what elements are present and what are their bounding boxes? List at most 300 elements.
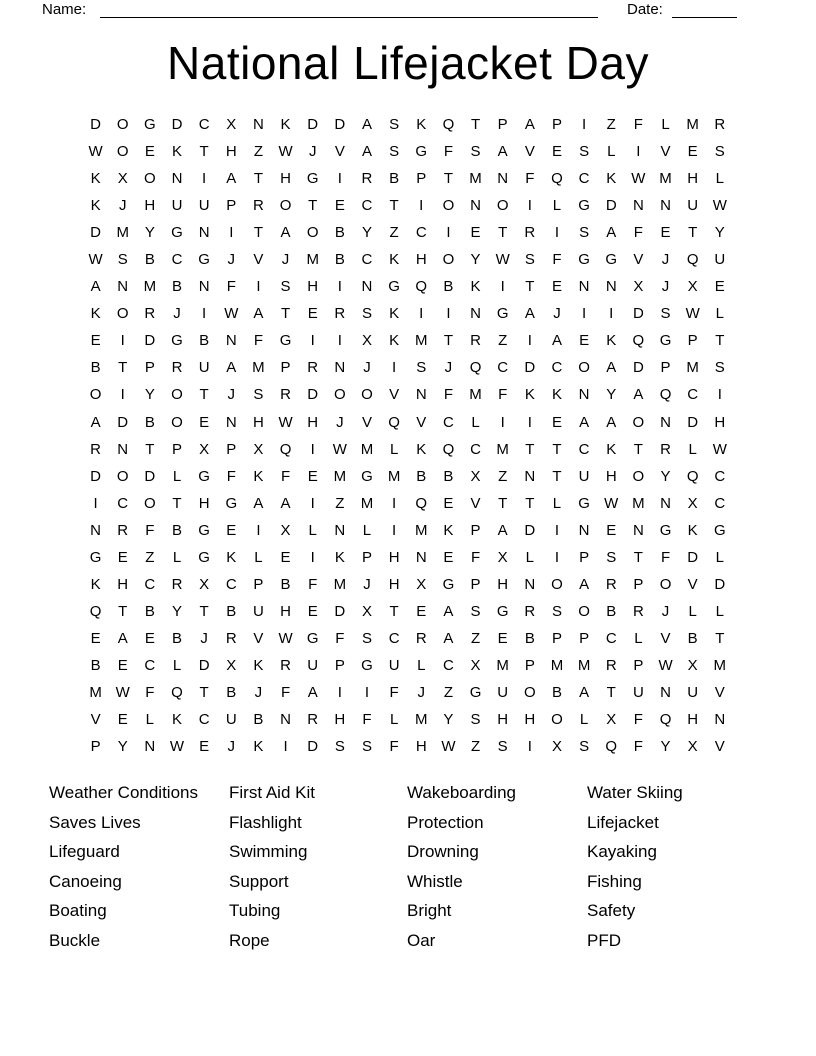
grid-letter: H: [307, 278, 319, 296]
grid-letter: U: [225, 711, 237, 729]
grid-letter: I: [337, 170, 342, 188]
grid-letter: K: [171, 143, 182, 161]
grid-letter: I: [636, 143, 641, 161]
grid-letter: H: [144, 197, 156, 215]
grid-letter: V: [524, 143, 535, 161]
grid-letter: M: [686, 359, 699, 377]
grid-letter: K: [389, 251, 400, 269]
grid-letter: W: [169, 738, 185, 756]
grid-letter: I: [364, 684, 370, 701]
word-list-item: Buckle: [49, 930, 101, 950]
grid-letter: I: [609, 305, 614, 323]
grid-letter: F: [443, 143, 453, 161]
grid-letter: C: [714, 467, 726, 485]
grid-letter: K: [253, 738, 264, 756]
grid-letter: P: [253, 575, 264, 593]
grid-letter: Q: [659, 386, 672, 404]
grid-letter: K: [416, 116, 427, 134]
grid-letter: N: [660, 413, 671, 431]
grid-letter: L: [417, 656, 426, 674]
grid-letter: X: [199, 575, 210, 593]
grid-letter: O: [496, 197, 509, 215]
date-blank-line: [672, 17, 737, 18]
word-list-item: Drowning: [407, 842, 479, 862]
grid-letter: E: [551, 143, 562, 161]
grid-letter: S: [253, 386, 264, 404]
grid-letter: K: [253, 656, 264, 674]
grid-letter: G: [198, 251, 210, 269]
grid-letter: J: [444, 359, 453, 377]
grid-letter: C: [198, 116, 210, 134]
grid-letter: X: [470, 656, 481, 674]
grid-letter: A: [497, 521, 508, 539]
grid-letter: I: [256, 521, 261, 539]
grid-letter: R: [361, 170, 373, 188]
grid-letter: I: [392, 359, 397, 377]
grid-letter: T: [498, 494, 508, 512]
grid-letter: R: [714, 116, 726, 134]
grid-letter: W: [88, 143, 103, 161]
grid-letter: M: [252, 359, 265, 377]
grid-letter: G: [198, 467, 210, 485]
grid-letter: I: [120, 386, 125, 404]
grid-letter: W: [685, 305, 700, 323]
grid-letter: T: [606, 684, 616, 701]
grid-letter: P: [171, 440, 182, 458]
grid-letter: Z: [389, 224, 399, 242]
grid-letter: L: [661, 116, 670, 134]
page-title: National Lifejacket Day: [167, 37, 649, 89]
grid-letter: B: [199, 332, 210, 350]
grid-letter: O: [523, 684, 536, 701]
grid-letter: C: [497, 359, 509, 377]
grid-letter: E: [117, 548, 128, 566]
grid-letter: L: [172, 656, 182, 674]
grid-letter: A: [117, 629, 128, 647]
grid-letter: A: [226, 359, 237, 377]
grid-letter: I: [120, 332, 125, 350]
grid-letter: K: [280, 116, 291, 134]
grid-letter: H: [225, 143, 237, 161]
grid-letter: L: [552, 494, 562, 512]
grid-letter: B: [334, 251, 345, 269]
grid-letter: K: [606, 440, 617, 458]
grid-letter: C: [198, 711, 210, 729]
grid-letter: X: [226, 656, 237, 674]
grid-letter: F: [389, 738, 399, 756]
grid-letter: H: [117, 575, 129, 593]
grid-letter: S: [280, 278, 291, 296]
grid-letter: L: [715, 305, 724, 323]
grid-letter: N: [578, 386, 590, 404]
word-list: [49, 778, 683, 956]
grid-letter: C: [687, 386, 699, 404]
grid-letter: B: [389, 170, 400, 188]
grid-letter: K: [606, 170, 617, 188]
grid-letter: O: [632, 467, 645, 485]
grid-letter: A: [606, 224, 617, 242]
grid-letter: O: [361, 386, 373, 404]
grid-letter: E: [443, 494, 454, 512]
grid-letter: V: [334, 143, 345, 161]
grid-letter: I: [582, 305, 587, 323]
grid-letter: T: [525, 440, 535, 458]
grid-letter: P: [524, 656, 535, 674]
grid-letter: D: [307, 738, 319, 756]
grid-letter: W: [658, 656, 673, 674]
grid-letter: D: [687, 548, 699, 566]
grid-letter: X: [470, 467, 481, 485]
grid-letter: R: [280, 386, 291, 404]
grid-letter: T: [715, 629, 725, 647]
grid-letter: E: [714, 278, 725, 296]
grid-letter: I: [527, 197, 532, 215]
grid-letter: N: [280, 711, 291, 729]
grid-letter: N: [660, 684, 671, 701]
grid-letter: W: [278, 143, 293, 161]
grid-letter: F: [145, 521, 155, 539]
grid-letter: Z: [470, 629, 481, 647]
grid-letter: E: [470, 224, 481, 242]
grid-letter: Z: [606, 116, 616, 134]
grid-letter: I: [527, 413, 532, 431]
grid-letter: R: [415, 629, 427, 647]
grid-letter: E: [334, 197, 345, 215]
grid-letter: K: [416, 440, 427, 458]
grid-letter: P: [470, 521, 481, 539]
grid-letter: E: [307, 305, 318, 323]
grid-letter: N: [660, 197, 671, 215]
grid-letter: G: [659, 521, 672, 539]
grid-letter: Z: [498, 332, 508, 350]
word-list-item: Bright: [407, 901, 452, 921]
grid-letter: H: [307, 413, 319, 431]
grid-letter: U: [307, 656, 319, 674]
grid-letter: G: [469, 684, 482, 701]
grid-letter: F: [498, 386, 508, 404]
grid-letter: Y: [606, 386, 617, 404]
grid-letter: S: [470, 711, 481, 729]
grid-letter: D: [334, 602, 346, 620]
grid-letter: N: [524, 467, 536, 485]
grid-letter: A: [280, 224, 291, 242]
grid-letter: G: [361, 656, 373, 674]
grid-letter: R: [632, 602, 644, 620]
grid-letter: D: [714, 575, 726, 593]
grid-letter: F: [280, 684, 291, 701]
grid-letter: G: [144, 116, 156, 134]
grid-letter: M: [469, 170, 482, 188]
grid-letter: C: [578, 440, 590, 458]
grid-letter: I: [554, 224, 560, 242]
grid-letter: Q: [89, 602, 102, 620]
grid-letter: N: [144, 738, 156, 756]
grid-letter: V: [660, 143, 671, 161]
grid-letter: C: [442, 413, 454, 431]
grid-letter: A: [579, 575, 590, 593]
grid-letter: B: [226, 602, 237, 620]
grid-letter: G: [198, 548, 210, 566]
word-list-item: Protection: [407, 812, 484, 832]
grid-letter: S: [361, 305, 372, 323]
grid-letter: M: [632, 494, 645, 512]
grid-letter: I: [554, 548, 560, 566]
grid-letter: D: [524, 359, 536, 377]
grid-letter: L: [254, 548, 263, 566]
grid-letter: J: [281, 251, 290, 269]
grid-letter: B: [171, 629, 182, 647]
grid-letter: S: [389, 143, 400, 161]
grid-letter: I: [283, 738, 288, 756]
grid-letter: I: [527, 332, 532, 350]
grid-letter: S: [579, 224, 590, 242]
grid-letter: U: [388, 656, 400, 674]
grid-letter: D: [334, 116, 346, 134]
grid-letter: J: [417, 684, 425, 701]
grid-letter: D: [90, 116, 101, 134]
grid-letter: P: [551, 629, 562, 647]
grid-letter: T: [199, 143, 209, 161]
grid-letter: G: [198, 521, 210, 539]
grid-letter: X: [633, 278, 644, 296]
grid-letter: G: [171, 224, 183, 242]
grid-letter: D: [307, 386, 319, 404]
word-list-column: [229, 778, 407, 956]
grid-letter: N: [632, 521, 644, 539]
grid-letter: O: [551, 711, 563, 729]
grid-letter: X: [551, 738, 562, 756]
grid-letter: U: [714, 251, 726, 269]
grid-letter: I: [554, 521, 560, 539]
grid-letter: T: [145, 440, 155, 458]
grid-letter: F: [253, 332, 263, 350]
grid-letter: P: [579, 629, 590, 647]
grid-letter: T: [199, 386, 209, 404]
grid-letter: I: [392, 521, 397, 539]
grid-letter: G: [279, 332, 292, 350]
grid-letter: G: [415, 143, 428, 161]
grid-letter: E: [307, 467, 318, 485]
grid-letter: V: [714, 684, 725, 701]
grid-letter: X: [226, 116, 237, 134]
grid-letter: I: [310, 440, 315, 458]
grid-letter: Z: [443, 684, 453, 701]
grid-letter: L: [145, 711, 155, 729]
grid-letter: K: [90, 575, 101, 593]
grid-letter: P: [226, 440, 237, 458]
grid-letter: B: [90, 656, 101, 674]
grid-letter: A: [90, 278, 101, 296]
grid-letter: M: [469, 386, 482, 404]
grid-letter: T: [389, 602, 399, 620]
grid-letter: E: [687, 143, 698, 161]
grid-letter: K: [90, 197, 101, 215]
grid-letter: Q: [442, 116, 455, 134]
grid-letter: C: [578, 170, 590, 188]
word-list-item: Water Skiing: [587, 783, 683, 802]
grid-letter: H: [714, 413, 726, 431]
grid-letter: E: [579, 332, 590, 350]
grid-letter: R: [90, 440, 101, 458]
grid-letter: L: [715, 602, 724, 620]
grid-letter: N: [470, 305, 481, 323]
grid-letter: S: [579, 143, 590, 161]
grid-letter: B: [443, 278, 454, 296]
grid-letter: E: [497, 629, 508, 647]
grid-letter: B: [144, 602, 155, 620]
grid-letter: N: [117, 440, 129, 458]
grid-letter: I: [229, 224, 234, 242]
grid-letter: B: [90, 359, 101, 377]
grid-letter: D: [144, 332, 156, 350]
grid-letter: W: [332, 440, 347, 458]
grid-letter: N: [632, 197, 644, 215]
grid-letter: A: [497, 143, 508, 161]
grid-letter: Q: [171, 684, 183, 701]
grid-letter: R: [524, 224, 536, 242]
grid-letter: P: [470, 575, 481, 593]
grid-letter: U: [497, 684, 509, 701]
grid-letter: B: [253, 711, 264, 729]
grid-letter: L: [552, 197, 562, 215]
grid-letter: H: [388, 548, 400, 566]
word-list-column: [587, 778, 683, 956]
grid-letter: G: [89, 548, 102, 566]
grid-letter: M: [143, 278, 157, 296]
grid-letter: V: [361, 413, 372, 431]
grid-letter: I: [582, 116, 587, 134]
grid-letter: I: [202, 305, 207, 323]
grid-letter: M: [686, 116, 699, 134]
word-list-item: Safety: [587, 901, 636, 921]
grid-letter: N: [660, 494, 671, 512]
grid-letter: Q: [551, 170, 563, 188]
grid-letter: H: [497, 711, 509, 729]
grid-letter: X: [687, 738, 698, 756]
grid-letter: I: [392, 494, 397, 512]
grid-letter: G: [361, 467, 373, 485]
grid-letter: F: [660, 548, 671, 566]
grid-letter: Y: [117, 738, 128, 756]
grid-letter: J: [254, 684, 263, 701]
grid-letter: N: [334, 359, 346, 377]
grid-letter: N: [334, 521, 346, 539]
grid-letter: R: [660, 440, 671, 458]
grid-letter: W: [441, 738, 456, 756]
grid-letter: S: [389, 116, 400, 134]
grid-letter: T: [688, 224, 698, 242]
grid-letter: J: [553, 305, 561, 323]
grid-letter: V: [714, 738, 725, 756]
grid-letter: R: [470, 332, 481, 350]
grid-letter: X: [416, 575, 427, 593]
grid-letter: Q: [469, 359, 482, 377]
grid-letter: P: [579, 548, 590, 566]
grid-letter: W: [712, 440, 727, 458]
grid-letter: O: [442, 251, 455, 269]
grid-letter: W: [278, 629, 293, 647]
grid-letter: Y: [470, 251, 481, 269]
grid-letter: Q: [279, 440, 292, 458]
word-list-item: Rope: [229, 930, 270, 950]
grid-letter: T: [633, 548, 643, 566]
grid-letter: U: [198, 359, 210, 377]
grid-letter: A: [579, 684, 590, 701]
grid-letter: L: [389, 711, 399, 729]
grid-letter: P: [416, 170, 427, 188]
grid-letter: J: [363, 359, 371, 377]
grid-letter: M: [713, 656, 727, 674]
grid-letter: W: [604, 494, 619, 512]
grid-letter: K: [253, 467, 264, 485]
grid-letter: J: [661, 251, 670, 269]
grid-letter: Z: [253, 143, 263, 161]
grid-letter: Q: [605, 738, 618, 756]
grid-letter: K: [389, 305, 400, 323]
grid-letter: L: [634, 629, 643, 647]
grid-letter: M: [387, 467, 401, 485]
grid-letter: N: [497, 170, 509, 188]
grid-letter: W: [278, 413, 293, 431]
grid-letter: R: [307, 359, 319, 377]
grid-letter: J: [227, 738, 236, 756]
grid-letter: O: [306, 224, 319, 242]
grid-letter: H: [198, 494, 210, 512]
grid-letter: R: [252, 197, 264, 215]
grid-letter: G: [388, 278, 400, 296]
grid-letter: M: [89, 684, 102, 701]
grid-letter: N: [361, 278, 373, 296]
grid-letter: T: [633, 440, 643, 458]
grid-letter: T: [443, 170, 453, 188]
word-list-item: Weather Conditions: [49, 783, 198, 802]
grid-letter: B: [524, 629, 535, 647]
grid-letter: G: [496, 305, 509, 323]
grid-letter: E: [606, 521, 617, 539]
grid-letter: G: [225, 494, 238, 512]
grid-letter: S: [334, 738, 345, 756]
word-list-item: Kayaking: [587, 842, 657, 862]
grid-letter: M: [659, 170, 672, 188]
grid-letter: F: [633, 224, 643, 242]
grid-letter: O: [89, 386, 102, 404]
word-list-item: Canoeing: [49, 871, 122, 891]
grid-letter: A: [253, 305, 264, 323]
grid-letter: O: [578, 359, 590, 377]
grid-letter: N: [225, 413, 237, 431]
grid-letter: M: [360, 494, 374, 512]
grid-letter: C: [714, 494, 726, 512]
grid-letter: M: [415, 711, 428, 729]
grid-letter: C: [144, 656, 156, 674]
grid-letter: P: [633, 575, 644, 593]
grid-letter: R: [117, 521, 129, 539]
word-list-item: Saves Lives: [49, 812, 141, 832]
grid-letter: O: [116, 305, 129, 323]
grid-letter: H: [524, 711, 536, 729]
grid-letter: N: [415, 548, 427, 566]
grid-letter: I: [337, 278, 342, 296]
grid-letter: N: [225, 332, 237, 350]
grid-letter: F: [525, 170, 535, 188]
word-list-item: Fishing: [587, 871, 642, 891]
grid-letter: V: [389, 386, 400, 404]
grid-letter: M: [360, 440, 374, 458]
grid-letter: C: [551, 359, 563, 377]
grid-letter: T: [389, 197, 399, 215]
grid-letter: H: [280, 170, 291, 188]
grid-letter: V: [660, 629, 671, 647]
